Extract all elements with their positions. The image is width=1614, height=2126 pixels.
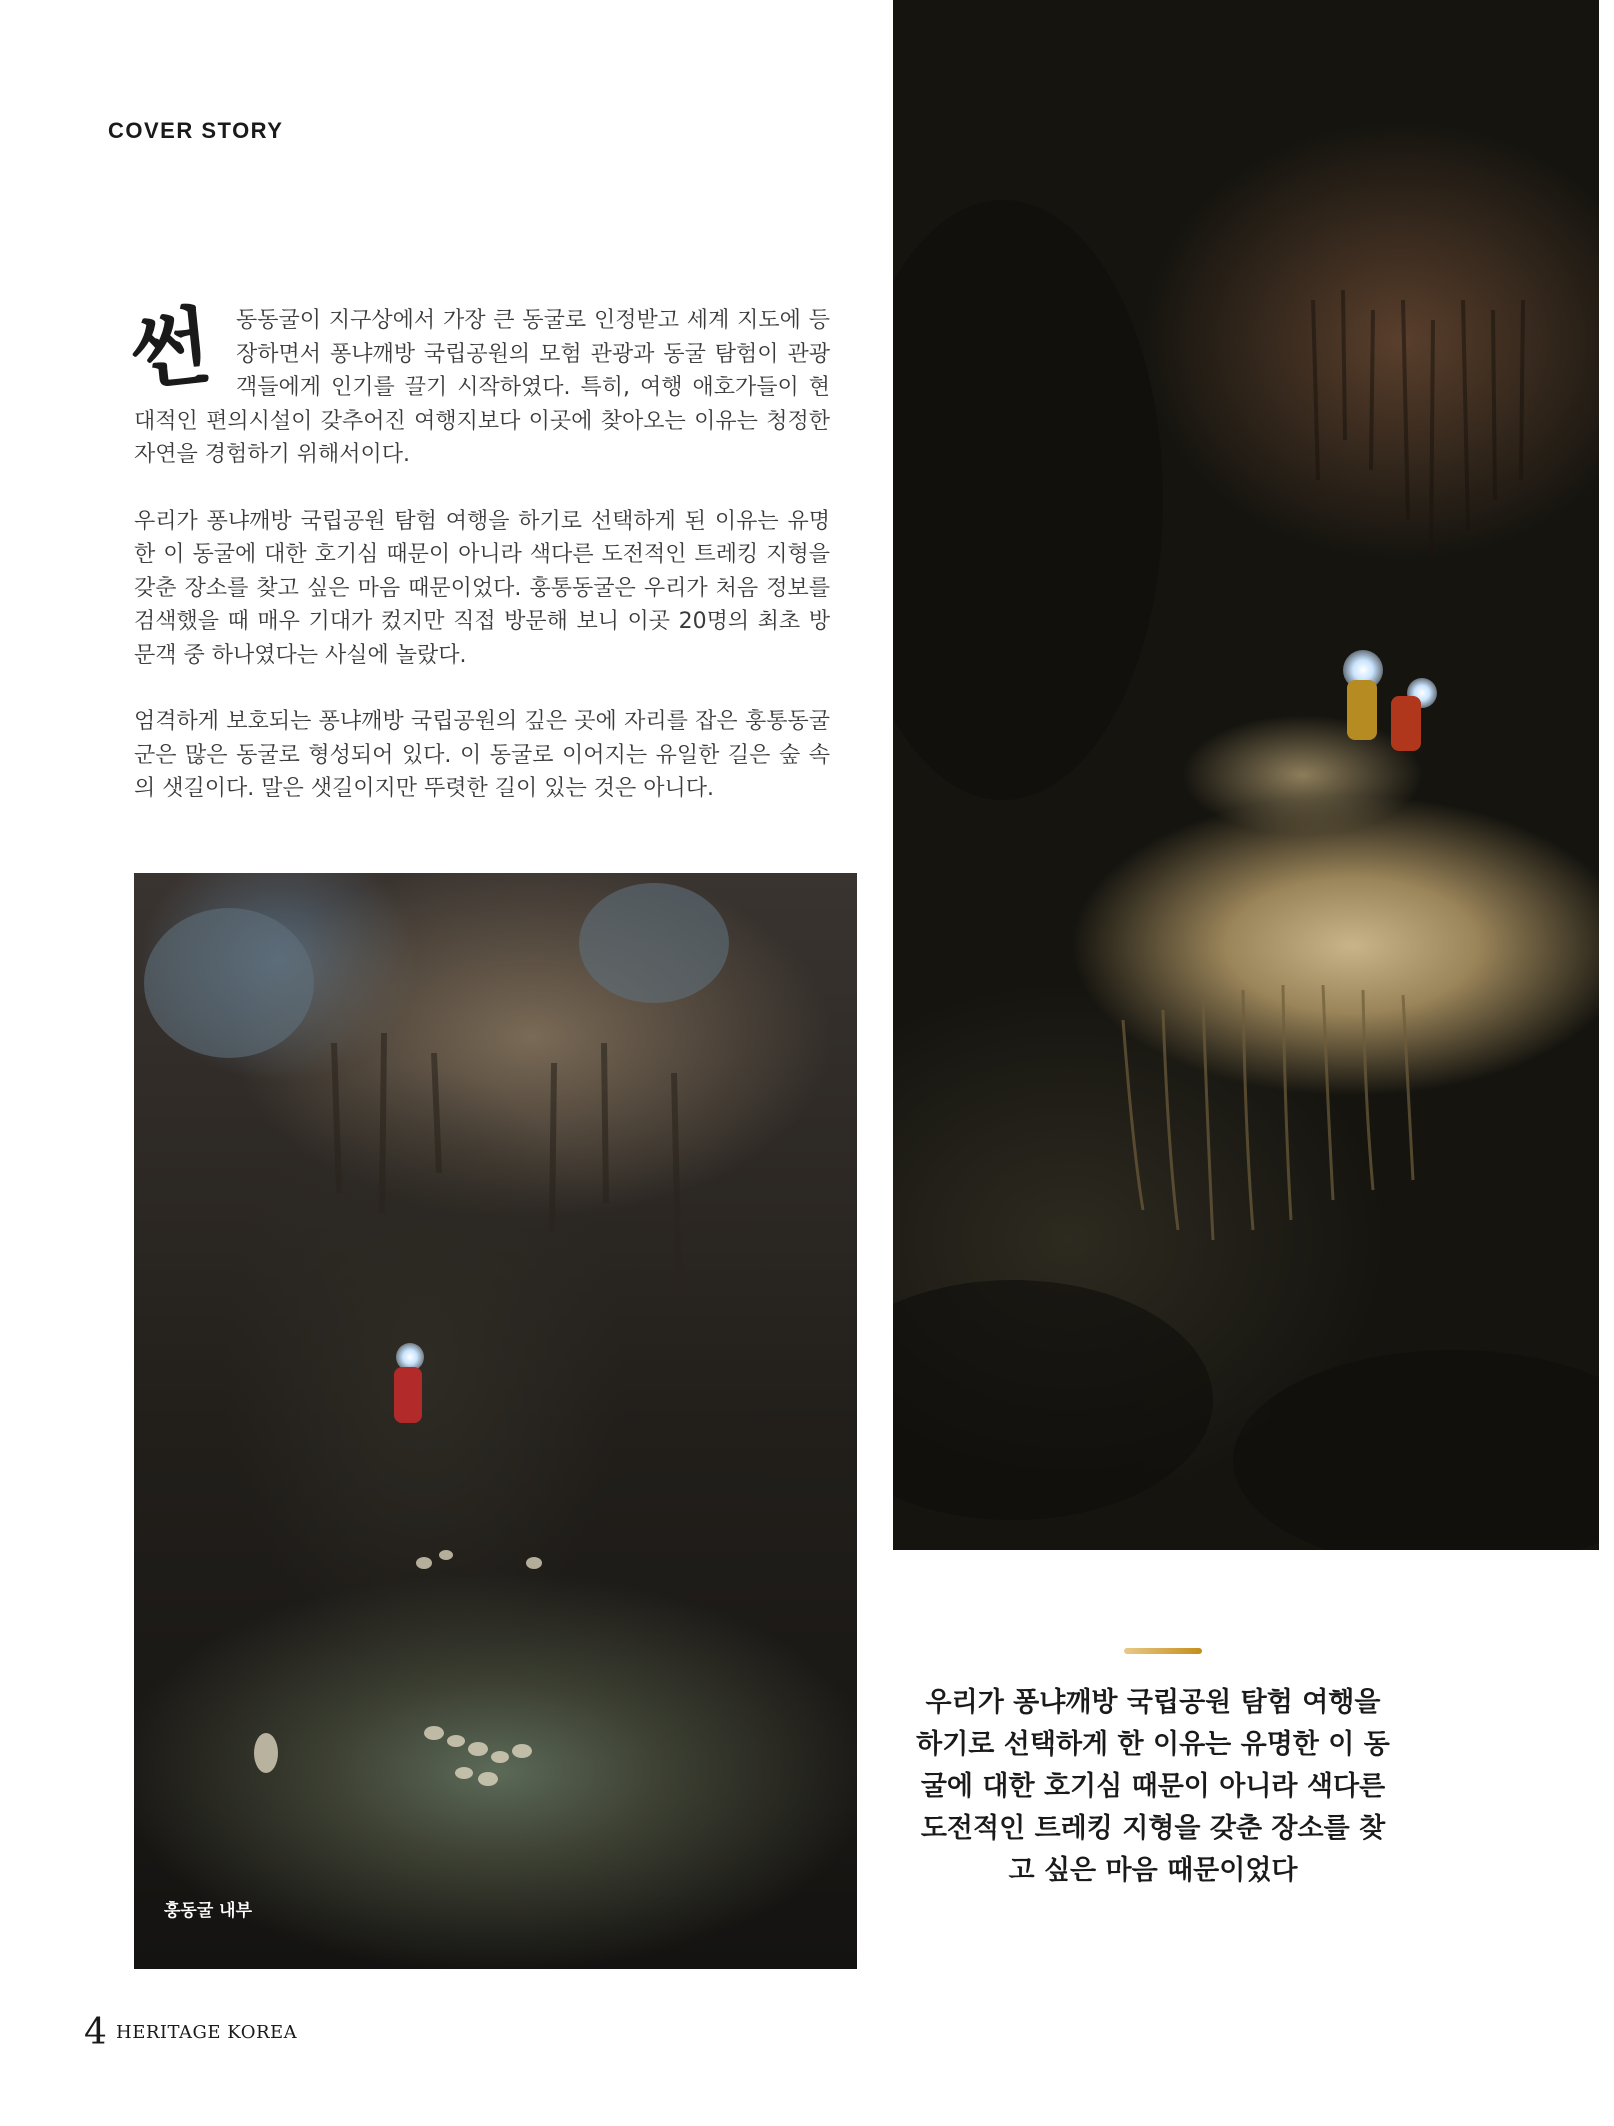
quote-divider — [1124, 1648, 1202, 1654]
cave-explorers-photo — [893, 0, 1599, 1550]
paragraph-1-text: 동동굴이 지구상에서 가장 큰 동굴로 인정받고 세계 지도에 등장하면서 퐁냐깨방 국립공원의 모험 관광과 동굴 탐험이 관광객들에게 인기를 끌기 시작하였다. 특히, 여행 애호가들이 현대적인 편의시설이 갖추어진 여행지보다 이곳에 찾아오는 이유는 청정한 자연을 경험하기 위해서이다. — [134, 308, 830, 467]
magazine-name: HERITAGE KOREA — [116, 2022, 298, 2043]
drop-cap: 썬 — [124, 295, 216, 403]
explorer-body — [1347, 680, 1377, 740]
article-paragraph-1 — [124, 295, 830, 472]
cave-interior-texture — [134, 873, 857, 1969]
pull-quote: 우리가 퐁냐깨방 국립공원 탐험 여행을 하기로 선택하게 한 이유는 유명한 이 동굴에 대한 호기심 때문이 아니라 색다른 도전적인 트레킹 지형을 갖춘 장소를 찾고 싶은 마음 때문이었다 — [916, 1687, 1390, 1886]
photo-caption: 훙동굴 내부 — [164, 1901, 253, 1921]
page-footer — [84, 2012, 297, 2053]
page-number: 4 — [84, 2012, 107, 2053]
explorer-in-cave — [384, 1343, 434, 1453]
cave-interior-photo — [134, 873, 857, 1969]
explorer-body — [1391, 696, 1421, 751]
article-paragraph-2: 우리가 퐁냐깨방 국립공원 탐험 여행을 하기로 선택하게 된 이유는 유명한 이 동굴에 대한 호기심 때문이 아니라 색다른 도전적인 트레킹 지형을 갖춘 장소를 찾고 싶은 마음 때문이었다. 훙통동굴은 우리가 처음 정보를 검색했을 때 매우 기대가 컸지만 직접 방문해 보니 이곳 20명의 최초 방문객 중 하나였다는 사실에 놀랐다. — [134, 508, 830, 668]
article-body — [124, 295, 830, 839]
section-label: COVER STORY — [108, 118, 284, 143]
cave-texture — [893, 0, 1599, 1550]
explorer-red — [1383, 660, 1443, 780]
explorer-body — [394, 1367, 422, 1423]
article-paragraph-3: 엄격하게 보호되는 퐁냐깨방 국립공원의 깊은 곳에 자리를 잡은 훙통동굴군은 많은 동굴로 형성되어 있다. 이 동굴로 이어지는 유일한 길은 숲 속의 샛길이다. 말은 샛길이지만 뚜렷한 길이 있는 것은 아니다. — [134, 709, 830, 801]
